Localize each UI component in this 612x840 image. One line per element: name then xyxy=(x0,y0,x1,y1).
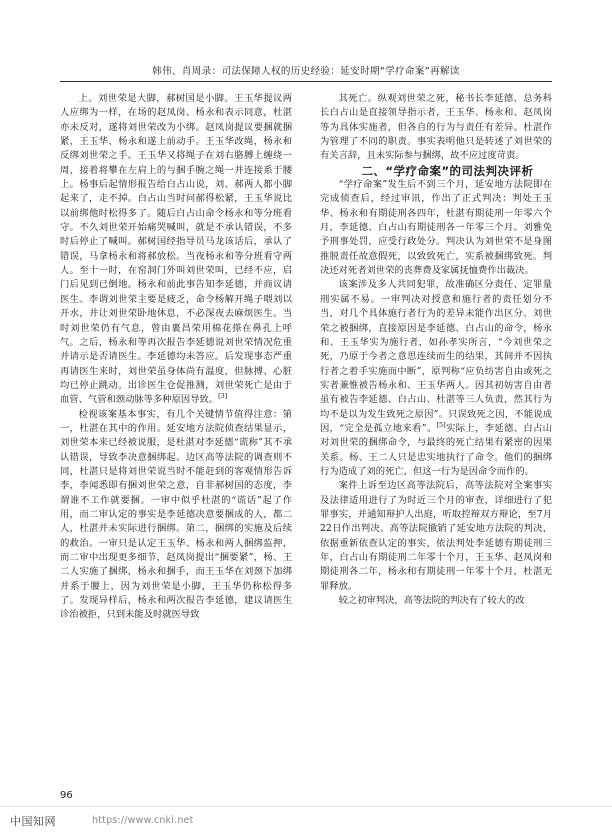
page-number: 96 xyxy=(60,790,73,801)
right-column xyxy=(320,92,552,782)
paragraph: 检视该案基本事实，有几个关键情节值得注意：第一，杜湛在其中的作用。延安地方法院侦查结果显示，刘世荣本来已经被说服，是杜湛对李延德“谎称”其不承认错误，导致李决意捆绑起。边区高等法院的调查则不同，杜湛只是将刘世荣说当时不能赶到的客观情形告诉李，李闻悉即有捆刘世荣之意，自非郝树国的态度，李谓谁不工作就要捆。一审中似乎杜湛的“谎话”起了作用，而二审认定的事实是李延德决意要捆成的人，都二人，杜湛并未实际进行捆绑。第二，捆绑的实施及后续的救治。一审只是认定王玉华、杨永和两人捆绑监押，而二审中出现更多细节，赵凤岗提出“捆要紧”，杨、王二人实施了捆绑，杨永和捆手，而王玉华在刘颈下加绑并系于腰上，因为刘世荣是小脚，王玉华仍称松得多了。发现异样后，杨永和两次报告李延德，建议请医生诊治被拒，只到未能及时就医导致 xyxy=(60,408,292,621)
two-column-body xyxy=(60,92,552,782)
header-divider xyxy=(60,81,552,82)
paragraph: 该案涉及多人共同犯罪，故准确区分责任、定罪量刑实属不易。一审判决对授意和施行者的责任划分不当，对几个具体施行者行为的差异未能作出区分。刘世荣之被捆绑，直接原因是李延德、白占山的命令，杨永和、王玉华实为施行者，如孙孝实所言，“今刘世荣之死，乃原于今者之意思连续而生的结果，其间并不因执行者之着手实施而中断”，原判称“应负纺害自由或死之实者兼惟被告杨永和、王玉华两人。因其初妨害自由者虽有被告李延德、白占山、杜湛等三人负责，然其行为均不是以为发生致死之原因”。只误致死之因，不能说成因，“完全是孤立地来看”。[5]实际上，李延德、白占山对刘世荣的捆绑命令，与最终的死亡结果有紧密的因果关系。杨、王二人只是忠实地执行了命令。他们的捆绑行为造成了刘的死亡，但这一行为是因命令而作的。 xyxy=(320,279,552,477)
running-head: 韩伟、肖周录：司法保障人权的历史经验：延安时期“学疗命案”再解读 xyxy=(152,66,460,77)
paragraph: 上。刘世荣是大脚，郝树国是小脚。王玉华提议两人应绑为一样，在场的赵凤岗、杨永和表示同意，杜湛亦未反对，遂将刘世荣改为小绑。赵凤岗提议要捆就捆紧，王玉华、杨永和遂上前动手。王玉华改绳，杨永和反绑刘世荣之手。王玉华又将绳子在刘右胳膊上缠绕一周，接着将攀在左肩上的与捆手腕之绳一并连接系于腰上。杨事后起情形报告给白占山说，刘、郝两人都小脚起来了，走不掉。白占山当时问郝得松紧，王玉华说比以前绑他时松得多了。随后白占山命令杨永和等分班看守。不久刘世荣开始痛哭喊叫，就是不承认错误，不多时后停止了喊叫。郝树国经指导员马龙该话后，承认了错误，马拿杨永和将郝放松。当夜杨永和等分班看守两人。至十一时，在窑洞门外叫刘世荣叫，已经不应，启门后见到已倒地。杨永和前此事告知李延德，并商议请医生。李谓刘世荣主要是疲乏，命令杨解开绳子喂刘以开水，并让刘世荣卧地休息，不必深夜去麻烦医生。当时刘世荣仍有气息，曾由裹昌荣用棉花搽在鼻孔上呼气。之后，杨永和等再次报告李延德说刘世荣情况危重并请示是否请医生。李延德均未答应。后发现事态严重再请医生来时，刘世荣虽身体尚有温度，但脉搏、心脏均已停止跳动。出诊医生仓促推测，刘世荣死亡是由于血管、气管和颈动脉等多种原因导致。[3] xyxy=(60,93,292,406)
paragraph: 其死亡。纵观刘世荣之死，秘书长李延德、总务科长白占山是直接领导指示者，王玉华、杨永和、赵凤岗等为具体实施者，但各自的行为与责任有差异。杜湛作为管理了不同的职责。事实表明他只是转述了刘世荣的有关言辞，且未实际参与捆绑，故不应过度苛责。 xyxy=(320,93,552,162)
section-heading: 二、“学疗命案”的司法判决评析 xyxy=(361,163,534,178)
paragraph: 案件上诉至边区高等法院后，高等法院对全案事实及法律适用进行了为时近三个月的审查，详细进行了犯罪事实，并通知辩护人出庭，听取控辩双方辩论，至7月22日作出判决。高等法院撤销了延安地方法院的判决，依据重新依查认定的事实，依法判处李延德有期徒刑三年，白占山有期徒刑二年零十个月，王玉华、赵凤岗和期徒刑各二年，杨永和有期徒刑一年零十个月，杜湛无罪释放。 xyxy=(320,480,552,592)
paragraph: “学疗命案”发生后不到三个月，延安地方法院即在完成侦查后，经过审讯，作出了正式判决：判处王玉华、杨永和有期徒刑各四年，杜湛有期徒刑一年零六个月，李延德、白占山有期徒刑各一年零三个月。刘雅免予刑事处罚，应受行政处分。判决认为刘世荣不是身图推脱责任故意假死，以致致死亡，实系被捆绑致死。判决还对死者刘世荣的丧葬费及家属抚恤费作出裁决。 xyxy=(320,179,552,277)
cnki-url[interactable]: https://www.cnki.net xyxy=(92,815,194,826)
cnki-logo: 中国知网 xyxy=(10,815,56,828)
paragraph: 较之初审判决，高等法院的判决有了较大的改 xyxy=(338,595,525,607)
left-column xyxy=(60,92,292,782)
